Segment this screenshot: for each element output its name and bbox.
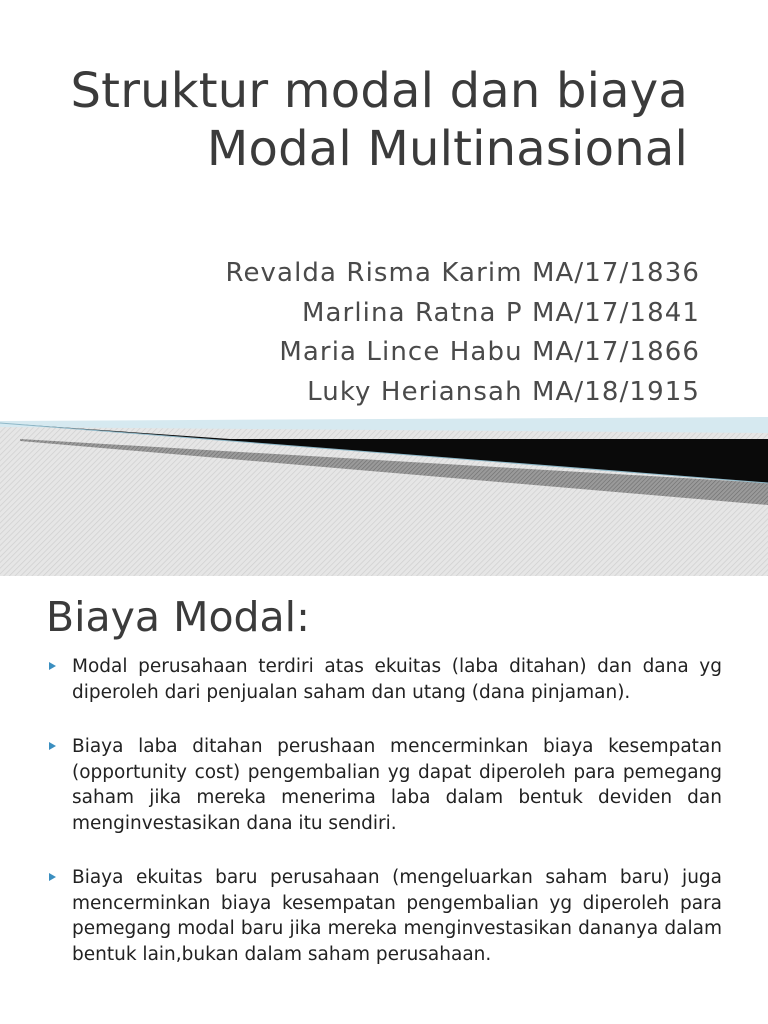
- title-line-2: Modal Multinasional: [206, 121, 688, 177]
- decorative-wedge-graphic: [0, 415, 768, 576]
- author-line-2: Marlina Ratna P MA/17/1841: [301, 297, 700, 328]
- author-list: [225, 254, 700, 412]
- bullet-list: [46, 654, 722, 996]
- bullet-text-1: Modal perusahaan terdiri atas ekuitas (laba ditahan) dan dana yg diperoleh dari penjualan saham dan utang (dana pinjaman).: [72, 656, 722, 703]
- bullet-item-3: [46, 865, 722, 967]
- bullet-arrow-icon: [49, 662, 56, 670]
- section-heading: Biaya Modal:: [46, 593, 310, 641]
- bullet-text-3: Biaya ekuitas baru perusahaan (mengeluarkan saham baru) juga mencerminkan biaya kesempatan pengembalian yg diperoleh para pemegang modal baru jika mereka menginvestasikan dananya dalam bentuk lain,bukan dalam saham perusahaan.: [72, 867, 722, 965]
- author-line-1: Revalda Risma Karim MA/17/1836: [225, 258, 700, 288]
- bullet-item-2: [46, 734, 722, 836]
- title-line-1: Struktur modal dan biaya: [70, 63, 688, 119]
- bullet-arrow-icon: [49, 742, 56, 750]
- bullet-text-2: Biaya laba ditahan perushaan mencerminkan biaya kesempatan (opportunity cost) pengembalian yg dapat diperoleh para pemegang saham jika mereka menerima laba dalam bentuk deviden dan menginvestasikan dana itu sendiri.: [72, 736, 722, 834]
- bullet-arrow-icon: [49, 873, 56, 881]
- bullet-item-1: [46, 654, 722, 705]
- author-line-4: Luky Heriansah MA/18/1915: [307, 376, 700, 407]
- content-slide: [0, 576, 768, 1024]
- author-line-3: Maria Lince Habu MA/17/1866: [279, 337, 700, 367]
- slide-title: [71, 62, 688, 178]
